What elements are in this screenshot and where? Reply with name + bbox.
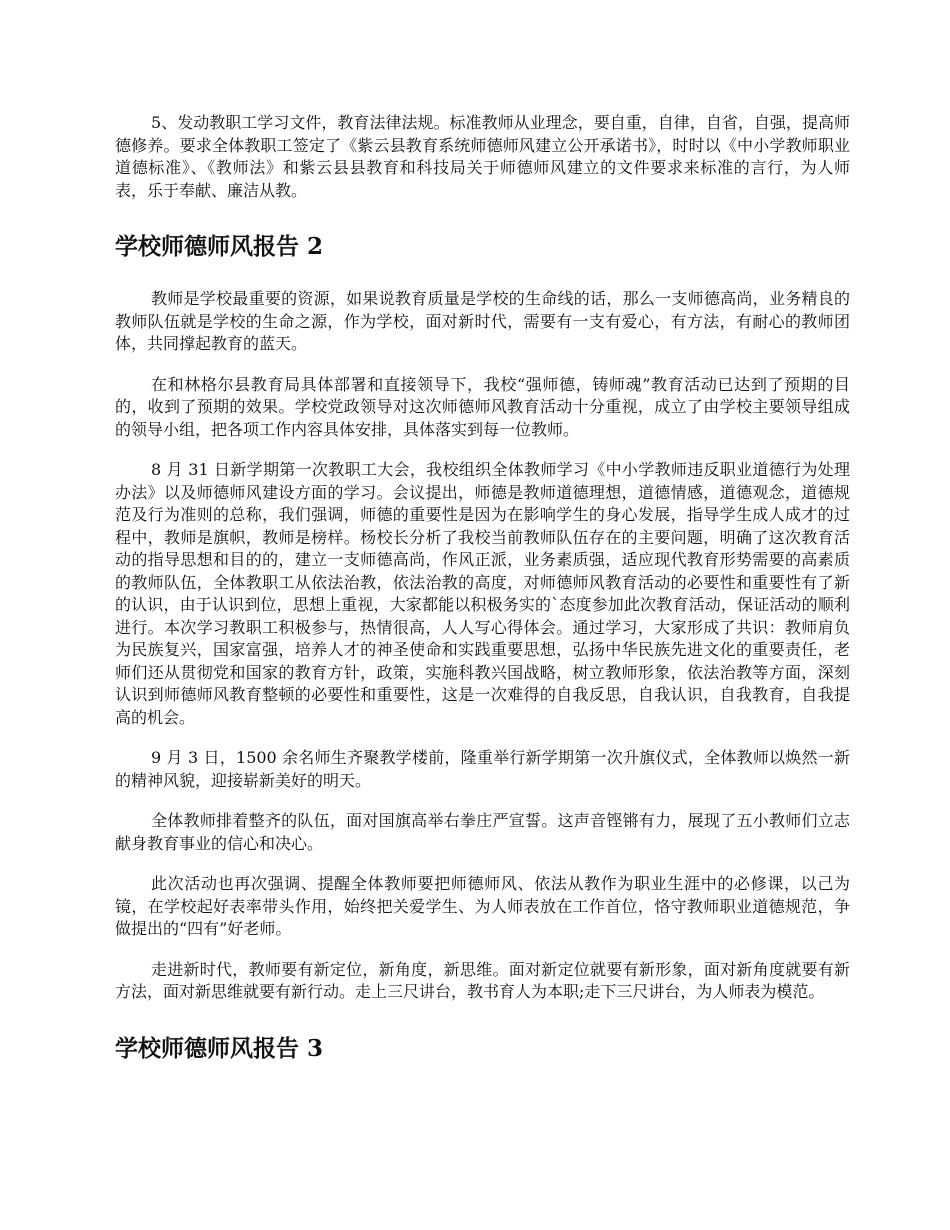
section-title-report-2: 学校师德师风报告 2	[115, 233, 324, 260]
paragraph-item-5: 5、发动教职工学习文件，教育法律法规。标准教师从业理念，要自重，自律，自省，自强，提高师德修养。要求全体教职工签定了《紫云县教育系统师德师风建立公开承诺书》，时时以《中小学教师职业道德标准》、《教师法》和紫云县县教育和科技局关于师德师风建立的文件要求来标准的言行，为人师表，乐于奉献、廉洁从教。	[115, 113, 850, 200]
paragraph: 8 月 31 日新学期第一次教职工大会，我校组织全体教师学习《中小学教师违反职业道德行为处理办法》以及师德师风建设方面的学习。会议提出，师德是教师道德理想，道德情感，道德观念，道德规范及行为准则的总称，我们强调，师德的重要性是因为在影响学生的身心发展，指导学生成人成才的过程中，教师是旗帜，教师是榜样。杨校长分析了我校当前教师队伍存在的主要问题，明确了这次教育活动的指导思想和目的的，建立一支师德高尚，作风正派，业务素质强，适应现代教育形势需要的高素质的教师队伍，全体教职工从依法治教，依法治教的高度，对师德师风教育活动的必要性和重要性有了新的认识，由于认识到位，思想上重视，大家都能以积极务实的`态度参加此次教育活动，保证活动的顺利进行。本次学习教职工积极参与，热情很高，人人写心得体会。通过学习，大家形成了共识：教师肩负为民族复兴，国家富强，培养人才的神圣使命和实践重要思想，弘扬中华民族先进文化的重要责任，老师们还从贯彻党和国家的教育方针，政策，实施科教兴国战略，树立教师形象，依法治教等方面，深刻认识到师德师风教育整顿的必要性和重要性，这是一次难得的自我反思，自我认识，自我教育，自我提高的机会。	[115, 460, 850, 727]
paragraph: 走进新时代，教师要有新定位，新角度，新思维。面对新定位就要有新形象，面对新角度就要有新方法，面对新思维就要有新行动。走上三尺讲台，教书育人为本职;走下三尺讲台，为人师表为模范。	[115, 959, 850, 1001]
paragraph: 在和林格尔县教育局具体部署和直接领导下，我校“强师德，铸师魂”教育活动已达到了预期的目的，收到了预期的效果。学校党政领导对这次师德师风教育活动十分重视，成立了由学校主要领导组成的领导小组，把各项工作内容具体安排，具体落实到每一位教师。	[115, 374, 850, 439]
paragraph: 教师是学校最重要的资源，如果说教育质量是学校的生命线的话，那么一支师德高尚，业务精良的教师队伍就是学校的生命之源，作为学校，面对新时代，需要有一支有爱心，有方法，有耐心的教师团体，共同撑起教育的蓝天。	[115, 289, 850, 353]
paragraph: 此次活动也再次强调、提醒全体教师要把师德师风、依法从教作为职业生涯中的必修课，以己为镜，在学校起好表率带头作用，始终把关爱学生、为人师表放在工作首位，恪守教师职业道德规范，争做提出的“四有”好老师。	[115, 874, 850, 938]
paragraph: 全体教师排着整齐的队伍，面对国旗高举右拳庄严宣誓。这声音铿锵有力，展现了五小教师们立志献身教育事业的信心和决心。	[115, 811, 850, 853]
paragraph: 9 月 3 日，1500 余名师生齐聚教学楼前，隆重举行新学期第一次升旗仪式，全体教师以焕然一新的精神风貌，迎接崭新美好的明天。	[115, 748, 850, 790]
section-title-report-3: 学校师德师风报告 3	[115, 1034, 324, 1062]
document-body	[115, 112, 850, 1090]
